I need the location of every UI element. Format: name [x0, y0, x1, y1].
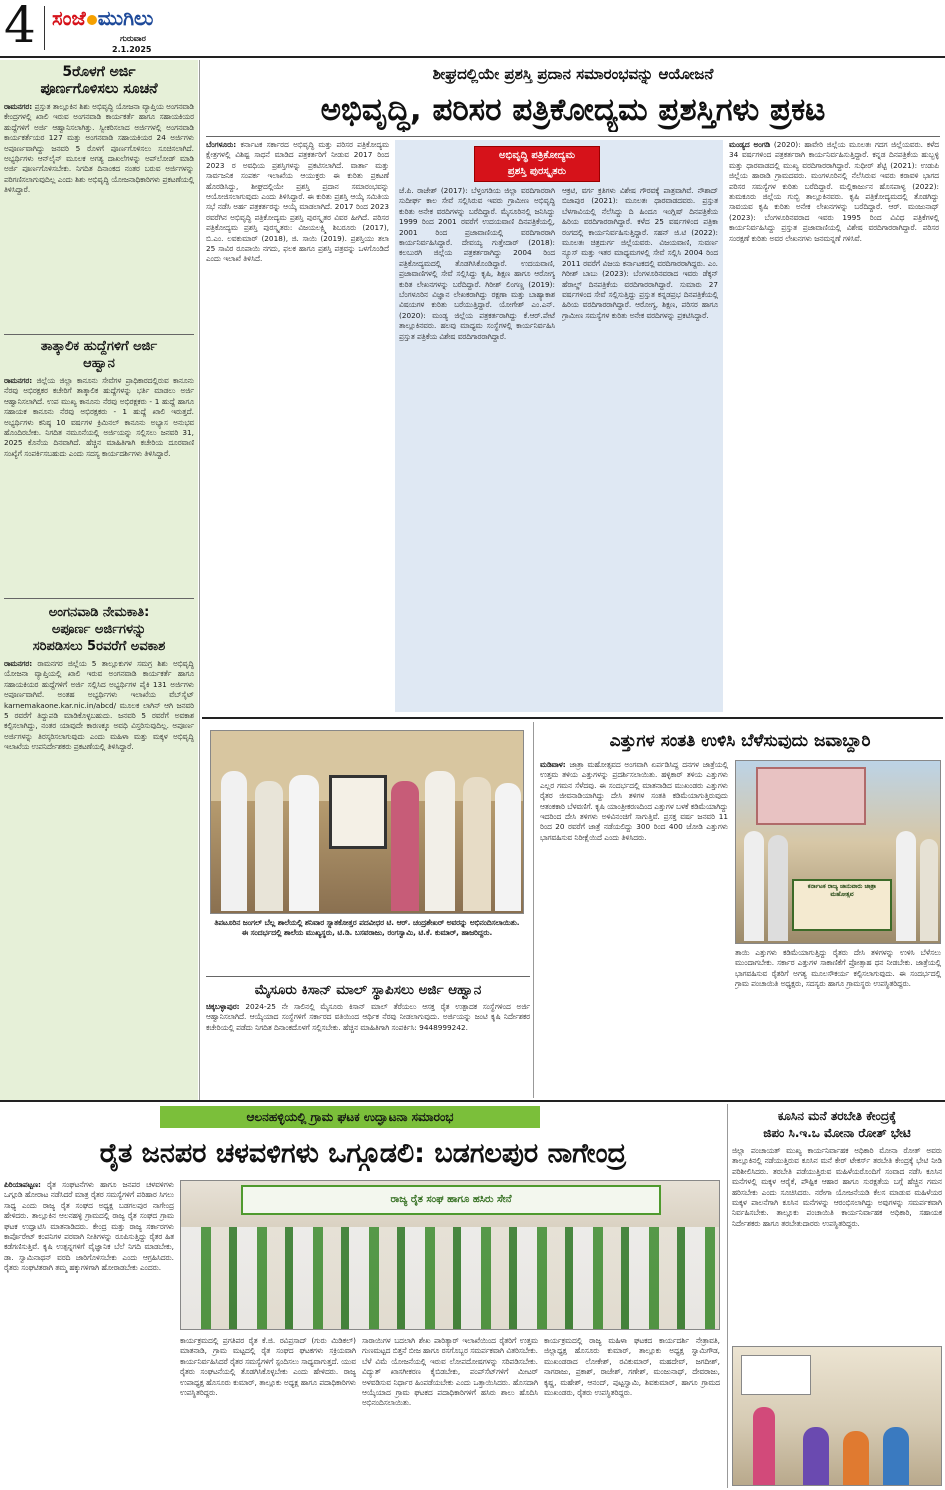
- section-rule: [202, 717, 943, 719]
- article-text: ರಾಮನಗರ ಜಿಲ್ಲೆಯ 5 ತಾಲ್ಲೂಕುಗಳ ಸಮಗ್ರ ಶಿಶು ಅಭಿವೃದ್ಧಿ ಯೋಜನಾ ವ್ಯಾಪ್ತಿಯಲ್ಲಿ ಖಾಲಿ ಇರುವ ಅಂಗನವಾಡಿ ಕಾರ್ಯಕರ್ತೆ ಹಾಗೂ ಸಹಾಯಕಿಯರ ಹುದ್ದೆಗಳಿಗೆ ಅರ್ಜಿ ಸಲ್ಲಿಸಿದ ಅಭ್ಯರ್ಥಿಗಳ ಪೈಕಿ 131 ಅರ್ಜಿಗಳು ಅಪೂರ್ಣವಾಗಿವೆ. ಅಂತಹ ಅಭ್ಯರ್ಥಿಗಳು ಇಲಾಖೆಯ ವೆಬ್‌ಸೈಟ್ karnemakaone.kar.nic.in/abcd/ ಮೂಲಕ ಲಾಗಿನ್ ಆಗಿ ಜನವರಿ 5 ರವರೆಗೆ ತಿದ್ದುಪಡಿ ಮಾಡಿಕೊಳ್ಳಬಹುದು. ಜನವರಿ 5 ರವರೆಗೆ ಅವಕಾಶ ಕಲ್ಪಿಸಲಾಗಿದ್ದು, ನಂತರ ಯಾವುದೇ ಕಾರಣಕ್ಕೂ ಅವಧಿ ವಿಸ್ತರಿಸುವುದಿಲ್ಲ. ಅಪೂರ್ಣ ಅರ್ಜಿಗಳನ್ನು ತಿರಸ್ಕರಿಸಲಾಗುವುದು ಎಂದು ಮಹಿಳಾ ಮತ್ತು ಮಕ್ಕಳ ಅಭಿವೃದ್ಧಿ ಇಲಾಖೆಯ ಉಪನಿರ್ದೇಶಕರು ಪ್ರಕಟಣೆಯಲ್ಲಿ ತಿಳಿಸಿದ್ದಾರೆ.: [4, 659, 194, 752]
- dateline: ಮಡಿವಾಳ:: [540, 760, 566, 769]
- bottom-column-4: [544, 1336, 720, 1486]
- masthead-divider: [44, 6, 45, 50]
- bottom-headline: ರೈತ ಜನಪರ ಚಳವಳಿಗಳು ಒಗ್ಗೂಡಲಿ: ಬಡಗಲಪುರ ನಾಗೇಂದ್ರ: [99, 1138, 627, 1169]
- section-rule: [206, 976, 530, 977]
- person: [920, 839, 938, 941]
- brand-name-red: ಸಂಜೆ: [52, 6, 86, 30]
- bottom-kicker: [160, 1106, 540, 1128]
- award-box-title-line1: ಅಭಿವೃದ್ಧಿ ಪತ್ರಿಕೋದ್ಯಮ: [499, 150, 575, 161]
- sidebar-story-3: [4, 604, 194, 1098]
- masthead: [0, 0, 945, 56]
- stage-banner: [241, 1185, 661, 1215]
- article-text: ಕಾರ್ಯಕ್ರಮದಲ್ಲಿ ರಾಜ್ಯ ಮಹಿಳಾ ಘಟಕದ ಕಾರ್ಯದರ್ಶಿ ನೇತ್ರಾವತಿ, ಜಿಲ್ಲಾಧ್ಯಕ್ಷ ಹೊಸೂರು ಕುಮಾರ್, ತಾಲ್ಲೂಕು ಅಧ್ಯಕ್ಷ ಸ್ವಾಮಿಗೌಡ, ಮುಖಂಡರಾದ ಲೋಕೇಶ್, ರವಿಕುಮಾರ್, ಮಹದೇವ್, ಜಗದೀಶ್, ನಾಗರಾಜು, ಪ್ರಕಾಶ್, ರಾಜೇಶ್, ಗಣೇಶ್, ಮಂಜುನಾಥ್, ದೇವರಾಜು, ಕೃಷ್ಣ, ಮಹೇಶ್, ಆನಂದ್, ಪುಟ್ಟಸ್ವಾಮಿ, ಶಿವಕುಮಾರ್, ಹಾಗೂ ಗ್ರಾಮದ ಮುಖಂಡರು, ರೈತರು ಉಪಸ್ಥಿತರಿದ್ದರು.: [544, 1336, 720, 1398]
- sidebar-divider: [4, 334, 194, 335]
- bottom-column-3: [362, 1336, 538, 1486]
- article-text: ಆಕ್ರಟಿ, ವರ್ಗ ಕ್ರತಿಗಳು ವಿಶೇಷ ಗೌರವಕ್ಕೆ ಪಾತ್ರವಾಗಿವೆ. ನೌಶಾದ್ ಬಿಜಾಪುರ (2021): ಮೂಲತಃ ಧಾರವಾಡದವರು. ಪ್ರಸ್ತುತ ಬೆಳಗಾವಿಯಲ್ಲಿ ನೆಲೆಸಿದ್ದು ದಿ ಹಿಂದೂ ಇಂಗ್ಲಿಷ್ ದಿನಪತ್ರಿಕೆಯ ಹಿರಿಯ ವರದಿಗಾರರಾಗಿದ್ದಾರೆ. ಕಳೆದ 25 ವರ್ಷಗಳಿಂದ ಪತ್ರಿಕಾ ರಂಗದಲ್ಲಿ ಕಾರ್ಯನಿರ್ವಹಿಸುತ್ತಿದ್ದಾರೆ. ಸಹನ್ ಜಿ.ಟಿ (2022): ಮೂಲತಃ ಚಿತ್ರದುರ್ಗ ಜಿಲ್ಲೆಯವರು. ವಿಜಯವಾಣಿ, ಸುವರ್ಣ ನ್ಯೂಸ್ ಮತ್ತು ಇತರ ಮಾಧ್ಯಮಗಳಲ್ಲಿ ಸೇವೆ ಸಲ್ಲಿಸಿ 2004 ರಿಂದ 2011 ರವರೆಗೆ ವಿಜಯ ಕರ್ನಾಟಕದಲ್ಲಿ ವರದಿಗಾರರಾಗಿದ್ದರು. ಎಂ. ಗಿರೀಶ್ ಬಾಬು (2023): ಬೆಂಗಳೂರಿನವರಾದ ಇವರು ಡೆಕ್ಕನ್ ಹೆರಾಲ್ಡ್ ದಿನಪತ್ರಿಕೆಯ ವರದಿಗಾರರಾಗಿದ್ದಾರೆ. ಸುಮಾರು 27 ವರ್ಷಗಳಿಂದ ಸೇವೆ ಸಲ್ಲಿಸುತ್ತಿದ್ದು ಪ್ರಸ್ತುತ ಕನ್ನಡಪ್ರಭ ದಿನಪತ್ರಿಕೆಯಲ್ಲಿ ಹಿರಿಯ ವರದಿಗಾರರಾಗಿದ್ದಾರೆ. ಆರೋಗ್ಯ, ಶಿಕ್ಷಣ, ಪರಿಸರ ಹಾಗೂ ಗ್ರಾಮೀಣ ಸಮಸ್ಯೆಗಳ ಕುರಿತು ಅನೇಕ ವರದಿಗಳನ್ನು ಪ್ರಕಟಿಸಿದ್ದಾರೆ.: [562, 186, 718, 320]
- masthead-date: 2.1.2025: [112, 45, 152, 54]
- fair-banner: [792, 879, 892, 931]
- bottom-column-2: [180, 1336, 356, 1486]
- article-text: 2024-25 ನೇ ಸಾಲಿನಲ್ಲಿ ಮೈಸೂರು ಕಿಸಾನ್ ಮಾಲ್ ತೆರೆಯಲು ಆಸಕ್ತ ರೈತ ಉತ್ಪಾದಕ ಸಂಸ್ಥೆಗಳಿಂದ ಅರ್ಜಿ ಆಹ್ವಾನಿಸಲಾಗಿದೆ. ಆಯ್ಕೆಯಾದ ಸಂಸ್ಥೆಗಳಿಗೆ ಸರ್ಕಾರದ ವತಿಯಿಂದ ಆರ್ಥಿಕ ನೆರವು ನೀಡಲಾಗುವುದು. ಅರ್ಜಿಯನ್ನು ಜಂಟಿ ಕೃಷಿ ನಿರ್ದೇಶಕರ ಕಚೇರಿಯಲ್ಲಿ ಪಡೆದು ನಿಗದಿತ ದಿನಾಂಕದೊಳಗೆ ಸಲ್ಲಿಸಬೇಕು. ಹೆಚ್ಚಿನ ಮಾಹಿತಿಗಾಗಿ ಸಂಪರ್ಕಿಸಿ: 9448999242.: [206, 1002, 530, 1032]
- dateline: ಪಿರಿಯಾಪಟ್ಟಣ:: [4, 1180, 41, 1189]
- sidebar-headline-3c: ಸರಿಪಡಿಸಲು 5ರವರೆಗೆ ಅವಕಾಶ: [32, 639, 166, 654]
- article-text: ಜಿಲ್ಲಾ ಪಂಚಾಯತ್ ಮುಖ್ಯ ಕಾರ್ಯನಿರ್ವಾಹಕ ಅಧಿಕಾರಿ ಮೋನಾ ರೋತ್ ಅವರು ತಾಲ್ಲೂಕಿನಲ್ಲಿ ನಡೆಯುತ್ತಿರುವ ಕೂಸಿನ ಮನೆ ಕೇರ್ ಟೇಕರ್ಸ್ ತರಬೇತಿ ಕೇಂದ್ರಕ್ಕೆ ಭೇಟಿ ನೀಡಿ ಪರಿಶೀಲಿಸಿದರು. ತರಬೇತಿ ಪಡೆಯುತ್ತಿರುವ ಮಹಿಳೆಯರೊಂದಿಗೆ ಸಂವಾದ ನಡೆಸಿ ಕೂಸಿನ ಮನೆಗಳಲ್ಲಿ ಮಕ್ಕಳ ಆರೈಕೆ, ಪೌಷ್ಟಿಕ ಆಹಾರ ಹಾಗೂ ಸುರಕ್ಷತೆಯ ಬಗ್ಗೆ ಹೆಚ್ಚಿನ ಗಮನ ಹರಿಸಬೇಕು ಎಂದು ಸೂಚಿಸಿದರು. ನರೇಗಾ ಯೋಜನೆಯಡಿ ಕೆಲಸ ಮಾಡುವ ಮಹಿಳೆಯರ ಮಕ್ಕಳ ಪಾಲನೆಗಾಗಿ ಕೂಸಿನ ಮನೆಗಳನ್ನು ಆರಂಭಿಸಲಾಗಿದ್ದು ಅವುಗಳನ್ನು ಸಮರ್ಪಕವಾಗಿ ನಿರ್ವಹಿಸಬೇಕು. ತಾಲ್ಲೂಕು ಪಂಚಾಯಿತಿ ಕಾರ್ಯನಿರ್ವಾಹಕ ಅಧಿಕಾರಿ, ಸಹಾಯಕ ನಿರ್ದೇಶಕರು ಹಾಗೂ ತರಬೇತುದಾರರು ಉಪಸ್ಥಿತರಿದ್ದರು.: [732, 1146, 942, 1228]
- article-text: ಕರ್ನಾಟಕ ಸರ್ಕಾರದ ಅಭಿವೃದ್ಧಿ ಮತ್ತು ಪರಿಸರ ಪತ್ರಿಕೋದ್ಯಮ ಕ್ಷೇತ್ರಗಳಲ್ಲಿ ವಿಶಿಷ್ಟ ಸಾಧನೆ ಮಾಡಿದ ಪತ್ರಕರ್ತರಿಗೆ ನೀಡುವ 2017 ರಿಂದ 2023 ರ ಅವಧಿಯ ಪ್ರಶಸ್ತಿಗಳನ್ನು ಪ್ರಕಟಿಸಲಾಗಿದೆ. ವಾರ್ತಾ ಮತ್ತು ಸಾರ್ವಜನಿಕ ಸಂಪರ್ಕ ಇಲಾಖೆಯ ಆಯುಕ್ತರು ಈ ಕುರಿತು ಪ್ರಕಟಣೆ ಹೊರಡಿಸಿದ್ದು, ಶೀಘ್ರದಲ್ಲಿಯೇ ಪ್ರಶಸ್ತಿ ಪ್ರದಾನ ಸಮಾರಂಭವನ್ನು ಆಯೋಜಿಸಲಾಗುವುದು ಎಂದು ತಿಳಿಸಿದ್ದಾರೆ. ಈ ಕುರಿತು ಪ್ರಶಸ್ತಿ ಆಯ್ಕೆ ಸಮಿತಿಯ ಸಭೆ ನಡೆಸಿ ಅರ್ಹ ಪತ್ರಕರ್ತರನ್ನು ಆಯ್ಕೆ ಮಾಡಲಾಗಿದೆ. 2017 ರಿಂದ 2023 ರವರೆಗಿನ ಅಭಿವೃದ್ಧಿ ಪತ್ರಿಕೋದ್ಯಮ ಪ್ರಶಸ್ತಿ ಪುರಸ್ಕೃತರ ವಿವರ ಹೀಗಿದೆ. ಪರಿಸರ ಪತ್ರಿಕೋದ್ಯಮ ಪ್ರಶಸ್ತಿ ಪುರಸ್ಕೃತರು: ವಿಜಯಲಕ್ಷ್ಮಿ ಶಿಬರೂರು (2017), ಬಿ.ಎಂ. ಲವಕುಮಾರ್ (2018), ಜಿ. ಸಾಯಿ (2019). ಪ್ರಶಸ್ತಿಯು ತಲಾ 25 ಸಾವಿರ ರೂಪಾಯಿ ನಗದು, ಫಲಕ ಹಾಗೂ ಪ್ರಶಸ್ತಿ ಪತ್ರವನ್ನು ಒಳಗೊಂಡಿದೆ ಎಂದು ಇಲಾಖೆ ತಿಳಿಸಿದೆ.: [206, 140, 389, 264]
- dateline: ರಾಮನಗರ:: [4, 659, 33, 668]
- sidebar-body-1: [4, 102, 194, 329]
- cattle-headline: ಎತ್ತುಗಳ ಸಂತತಿ ಉಳಿಸಿ ಬೆಳೆಸುವುದು ಜವಾಬ್ದಾರಿ: [609, 731, 871, 751]
- person: [255, 781, 283, 911]
- farmers-group-photo: [180, 1180, 720, 1330]
- article-text: (2020): ಹಾವೇರಿ ಜಿಲ್ಲೆಯ ಮೂಲತಃ ಗದಗ ಜಿಲ್ಲೆಯವರು. ಕಳೆದ 34 ವರ್ಷಗಳಿಂದ ಪತ್ರಕರ್ತರಾಗಿ ಕಾರ್ಯನಿರ್ವಹಿಸುತ್ತಿದ್ದಾರೆ. ಕನ್ನಡ ದಿನಪತ್ರಿಕೆಯ ಹುಬ್ಬಳ್ಳಿ ಮತ್ತು ಧಾರವಾಡದಲ್ಲಿ ಮುಖ್ಯ ವರದಿಗಾರರಾಗಿದ್ದಾರೆ. ಸುಧೀರ್ ಶೆಟ್ಟಿ (2021): ಉಡುಪಿ ಜಿಲ್ಲೆಯ ಹಾರಾಡಿ ಗ್ರಾಮದವರು. ಮಂಗಳೂರಿನಲ್ಲಿ ನೆಲೆಸಿರುವ ಇವರು ಕರಾವಳಿ ಭಾಗದ ಪರಿಸರ ಸಮಸ್ಯೆಗಳ ಕುರಿತು ಬರೆದಿದ್ದಾರೆ. ಮಲ್ಲಿಕಾರ್ಜುನ ಹೊಸಪಾಳ್ಯ (2022): ತುಮಕೂರು ಜಿಲ್ಲೆಯ ಗುಬ್ಬಿ ತಾಲ್ಲೂಕಿನವರು. ಕೃಷಿ ಪತ್ರಿಕೋದ್ಯಮದಲ್ಲಿ ತೊಡಗಿದ್ದು ಸಾವಯವ ಕೃಷಿ ಕುರಿತು ಅನೇಕ ಲೇಖನಗಳನ್ನು ಬರೆದಿದ್ದಾರೆ. ಆರ್. ಮಂಜುನಾಥ್ (2023): ಬೆಂಗಳೂರಿನವರಾದ ಇವರು 1995 ರಿಂದ ವಿವಿಧ ಪತ್ರಿಕೆಗಳಲ್ಲಿ ಕಾರ್ಯನಿರ್ವಹಿಸಿದ್ದು ಪ್ರಸ್ತುತ ಪ್ರಜಾವಾಣಿಯಲ್ಲಿ ವಿಶೇಷ ವರದಿಗಾರರಾಗಿದ್ದಾರೆ. ಪರಿಸರ ಸಂರಕ್ಷಣೆ ಕುರಿತು ಅವರ ಲೇಖನಗಳು ಜನಮನ್ನಣೆ ಗಳಿಸಿವೆ.: [729, 140, 939, 243]
- kisan-body: [206, 1002, 530, 1096]
- dateline: ರಾಮನಗರ:: [4, 376, 33, 385]
- felicitation-caption: [206, 918, 528, 972]
- lead-column-4: [729, 140, 939, 712]
- sidebar-body-3: [4, 659, 194, 1097]
- masthead-rule: [0, 56, 945, 58]
- dateline: ಚಿಕ್ಕಬಳ್ಳಾಪುರ:: [206, 1002, 240, 1011]
- person: [425, 771, 455, 911]
- temple-structure: [756, 767, 866, 825]
- article-text: ಪ್ರಸ್ತುತ ತಾಲ್ಲೂಕಿನ ಶಿಶು ಅಭಿವೃದ್ಧಿ ಯೋಜನಾ ವ್ಯಾಪ್ತಿಯ ಅಂಗನವಾಡಿ ಕೇಂದ್ರಗಳಲ್ಲಿ ಖಾಲಿ ಇರುವ ಅಂಗನವಾಡಿ ಕಾರ್ಯಕರ್ತೆ ಹಾಗೂ ಸಹಾಯಕಿಯರ ಹುದ್ದೆಗಳಿಗೆ ಅರ್ಜಿ ಆಹ್ವಾನಿಸಲಾಗಿತ್ತು. ಸ್ವೀಕರಿಸಲಾದ ಅರ್ಜಿಗಳಲ್ಲಿ ಅಂಗನವಾಡಿ ಕಾರ್ಯಕರ್ತೆಯರ 127 ಮತ್ತು ಅಂಗನವಾಡಿ ಸಹಾಯಕಿಯರ 24 ಅರ್ಜಿಗಳು ಅಪೂರ್ಣವಾಗಿದ್ದು ಜನವರಿ 5 ರೊಳಗೆ ಪೂರ್ಣಗೊಳಿಸಲು ಸೂಚಿಸಲಾಗಿದೆ. ಅಭ್ಯರ್ಥಿಗಳು ಆನ್‌ಲೈನ್ ಮೂಲಕ ಅಗತ್ಯ ದಾಖಲೆಗಳನ್ನು ಅಪ್‌ಲೋಡ್ ಮಾಡಿ ಅರ್ಜಿ ಪೂರ್ಣಗೊಳಿಸಬೇಕು. ನಿಗದಿತ ದಿನಾಂಕದ ನಂತರ ಬರುವ ಅರ್ಜಿಗಳನ್ನು ಪರಿಗಣಿಸಲಾಗುವುದಿಲ್ಲ ಎಂದು ಶಿಶು ಅಭಿವೃದ್ಧಿ ಯೋಜನಾಧಿಕಾರಿಗಳು ಪ್ರಕಟಣೆಯಲ್ಲಿ ತಿಳಿಸಿದ್ದಾರೆ.: [4, 102, 194, 195]
- caption-line: ತಿಪಟೂರಿನ ಜಂಗಲ್ ಬೆಲ್ಲ ಶಾಲೆಯಲ್ಲಿ ಶನಿವಾರ ಸ್ನಾತಕೋತ್ತರ ಪದವೀಧರ ಟಿ. ಆರ್. ಚಂದ್ರಶೇಖರ್ ಅವರನ್ನು ಅಭಿನಂದಿಸಲಾಯಿತು.: [214, 918, 520, 927]
- award-box-title: [474, 146, 600, 182]
- caption-line: ಈ ಸಂದರ್ಭದಲ್ಲಿ ಶಾಲೆಯ ಮುಖ್ಯಸ್ಥರು, ಟಿ.ಡಿ. ಬಸವರಾಜು, ರಂಗಸ್ವಾಮಿ, ಟಿ.ಕೆ. ಕುಮಾರ್, ಹಾಜರಿದ್ದರು.: [241, 928, 493, 937]
- person: [391, 781, 419, 911]
- sidebar-headline-3a: ಅಂಗನವಾಡಿ ನೇಮಕಾತಿ:: [48, 605, 150, 620]
- sidebar-story-1: [4, 64, 194, 329]
- person: [843, 1431, 869, 1486]
- article-text: ಕಾರ್ಯಕ್ರಮದಲ್ಲಿ ಪ್ರಗತಿಪರ ರೈತ ಕೆ.ಜಿ. ರವಿಪ್ರಸಾದ್ (ಗುರು ಮಿಡಿಕಲ್) ಮಾತನಾಡಿ, ಗ್ರಾಮ ಮಟ್ಟದಲ್ಲಿ ರೈತ ಸಂಘದ ಘಟಕಗಳು ಸಕ್ರಿಯವಾಗಿ ಕಾರ್ಯನಿರ್ವಹಿಸಿದರೆ ರೈತರ ಸಮಸ್ಯೆಗಳಿಗೆ ಸ್ಪಂದಿಸಲು ಸಾಧ್ಯವಾಗುತ್ತದೆ. ಯುವ ರೈತರು ಸಂಘಟನೆಯಲ್ಲಿ ತೊಡಗಿಸಿಕೊಳ್ಳಬೇಕು ಎಂದು ಹೇಳಿದರು. ರಾಜ್ಯ ಉಪಾಧ್ಯಕ್ಷ ಹೊಸೂರು ಕುಮಾರ್, ತಾಲ್ಲೂಕು ಅಧ್ಯಕ್ಷ ಹಾಗೂ ಪದಾಧಿಕಾರಿಗಳು ಉಪಸ್ಥಿತರಿದ್ದರು.: [180, 1336, 356, 1398]
- person: [883, 1427, 909, 1486]
- fair-banner-text: ಕರ್ನಾಟಕ ರಾಜ್ಯ ಜಾನುವಾರು ಜಾತ್ರಾ ಮಹೋತ್ಸವ: [807, 883, 877, 898]
- lead-column-3: [562, 186, 718, 708]
- crowd: [181, 1227, 720, 1330]
- training-centre-photo: [732, 1346, 942, 1486]
- person: [803, 1427, 829, 1486]
- column-rule: [727, 1104, 728, 1488]
- person: [289, 775, 319, 911]
- person: [463, 777, 491, 911]
- column-rule: [199, 60, 200, 1100]
- sidebar-headline-3b: ಅಪೂರ್ಣ ಅರ್ಜಿಗಳನ್ನು: [51, 622, 147, 637]
- stage-banner-text: ರಾಜ್ಯ ರೈತ ಸಂಘ ಹಾಗೂ ಹಸಿರು ಸೇನೆ: [390, 1194, 512, 1205]
- sidebar-headline-2b: ಆಹ್ವಾನ: [83, 356, 115, 371]
- cattle-fair-photo: [735, 760, 941, 944]
- masthead-weekday: ಗುರುವಾರ: [120, 34, 146, 43]
- person: [221, 771, 247, 911]
- cattle-body-left: [540, 760, 728, 1096]
- dateline: ಮಂಡ್ಯದ ಅಂಗಡಿ: [729, 140, 771, 149]
- lead-kicker: ಶೀಘ್ರದಲ್ಲಿಯೇ ಪ್ರಶಸ್ತಿ ಪ್ರದಾನ ಸಮಾರಂಭವನ್ನು ಆಯೋಜನೆ: [432, 65, 714, 83]
- person: [744, 831, 764, 941]
- koosina-headline-1: ಕೂಸಿನ ಮನೆ ತರಬೇತಿ ಕೇಂದ್ರಕ್ಕೆ: [777, 1109, 897, 1123]
- portrait-frame: [329, 775, 387, 849]
- sidebar-headline-1a: 5ರೊಳಗೆ ಅರ್ಜಿ: [62, 64, 136, 80]
- sidebar-headline-2a: ತಾತ್ಕಾಲಿಕ ಹುದ್ದೆಗಳಿಗೆ ಅರ್ಜಿ: [40, 339, 158, 354]
- brand-logo: [52, 4, 212, 32]
- felicitation-photo: [210, 730, 524, 914]
- bottom-column-1: [4, 1180, 174, 1486]
- article-text: ಸಾರಾಯಿಗಳ ಬದಲಾಗಿ ಶೇಖ ಪಾರಿತ್ಯಾರ್ ಇಲಾಖೆಯಿಂದ ರೈತರಿಗೆ ಉತ್ತಮ ಗುಣಮಟ್ಟದ ಬಿತ್ತನೆ ಬೀಜ ಹಾಗೂ ರಸಗೊಬ್ಬರ ಸಮರ್ಪಕವಾಗಿ ವಿತರಿಸಬೇಕು. ಬೆಳೆ ವಿಮೆ ಯೋಜನೆಯಲ್ಲಿ ಇರುವ ಲೋಪದೋಷಗಳನ್ನು ಸರಿಪಡಿಸಬೇಕು. ವಿದ್ಯುತ್ ಖಾಸಗೀಕರಣ ಕೈಬಿಡಬೇಕು, ಪಂಪ್‌ಸೆಟ್‌ಗಳಿಗೆ ಮೀಟರ್ ಅಳವಡಿಸುವ ನಿರ್ಧಾರ ಹಿಂಪಡೆಯಬೇಕು ಎಂದು ಒತ್ತಾಯಿಸಿದರು. ಹೊಸದಾಗಿ ಆಯ್ಕೆಯಾದ ಗ್ರಾಮ ಘಟಕದ ಪದಾಧಿಕಾರಿಗಳಿಗೆ ಹಸಿರು ಶಾಲು ಹೊದಿಸಿ ಅಭಿನಂದಿಸಲಾಯಿತು.: [362, 1336, 538, 1408]
- dateline: ಬೆಂಗಳೂರು:: [206, 140, 237, 149]
- wall-chart: [741, 1355, 811, 1395]
- sidebar-body-2: [4, 376, 194, 593]
- sidebar-headline-1b: ಪೂರ್ಣಗೊಳಿಸಲು ಸೂಚನೆ: [40, 81, 158, 97]
- person: [768, 835, 788, 941]
- sidebar-divider: [4, 598, 194, 599]
- koosina-headline-2: ಜಿಪಂ ಸಿ.ಇ.ಒ ಮೋನಾ ರೋತ್ ಭೇಟಿ: [763, 1126, 911, 1140]
- cattle-body-right: [735, 948, 941, 1096]
- sidebar-story-2: [4, 338, 194, 593]
- lead-column-2: [399, 186, 555, 708]
- lead-column-1: [206, 140, 389, 712]
- brand-name-blue: ಮುಗಿಲು: [97, 6, 154, 30]
- section-rule: [0, 1100, 945, 1102]
- bottom-kicker-text: ಆಲನಹಳ್ಳಿಯಲ್ಲಿ ಗ್ರಾಮ ಘಟಕ ಉದ್ಘಾಟನಾ ಸಮಾರಂಭ: [246, 1110, 454, 1124]
- person: [896, 831, 916, 941]
- koosina-body: [732, 1146, 942, 1342]
- person: [753, 1407, 775, 1486]
- lead-headline-rule: [206, 136, 940, 137]
- person: [495, 783, 521, 911]
- article-text: ಜಾತ್ರಾ ಮಹೋತ್ಸವದ ಅಂಗವಾಗಿ ಏರ್ಪಡಿಸಿದ್ದ ದನಗಳ ಜಾತ್ರೆಯಲ್ಲಿ ಉತ್ತಮ ತಳಿಯ ಎತ್ತುಗಳನ್ನು ಪ್ರದರ್ಶಿಸಲಾಯಿತು. ಹಳ್ಳಿಕಾರ್ ತಳಿಯ ಎತ್ತುಗಳು ಎಲ್ಲರ ಗಮನ ಸೆಳೆದವು. ಈ ಸಂದರ್ಭದಲ್ಲಿ ಮಾತನಾಡಿದ ಮುಖಂಡರು ಎತ್ತುಗಳು ರೈತರ ಜೀವನಾಡಿಯಾಗಿದ್ದು ದೇಸಿ ತಳಿಗಳ ಸಂತತಿ ಕಡಿಮೆಯಾಗುತ್ತಿರುವುದು ಆತಂಕಕಾರಿ ಬೆಳವಣಿಗೆ. ಕೃಷಿ ಯಾಂತ್ರೀಕರಣದಿಂದ ಎತ್ತುಗಳ ಬಳಕೆ ಕಡಿಮೆಯಾಗಿದ್ದು ಇದರಿಂದ ದೇಸಿ ತಳಿಗಳು ಅಳಿವಿನಂಚಿಗೆ ಸಾಗುತ್ತಿವೆ. ಪ್ರಸಕ್ತ ವರ್ಷ ಜನವರಿ 11 ರಿಂದ 20 ರವರೆಗೆ ಜಾತ್ರೆ ನಡೆಯಲಿದ್ದು 300 ರಿಂದ 400 ಜೋಡಿ ಎತ್ತುಗಳು ಭಾಗವಹಿಸುವ ನಿರೀಕ್ಷೆಯಿದೆ ಎಂದು ತಿಳಿಸಿದರು.: [540, 760, 728, 842]
- award-box-title-line2: ಪ್ರಶಸ್ತಿ ಪುರಸ್ಕೃತರು: [507, 166, 567, 177]
- article-text: ತಾಯಿ ಎತ್ತುಗಳು ಕಡಿಮೆಯಾಗುತ್ತಿದ್ದು ರೈತರು ದೇಸಿ ತಳಿಗಳನ್ನು ಉಳಿಸಿ ಬೆಳೆಸಲು ಮುಂದಾಗಬೇಕು. ಸರ್ಕಾರ ಎತ್ತುಗಳ ಸಾಕಾಣಿಕೆಗೆ ಪ್ರೋತ್ಸಾಹ ಧನ ನೀಡಬೇಕು. ಜಾತ್ರೆಯಲ್ಲಿ ಭಾಗವಹಿಸುವ ರೈತರಿಗೆ ಅಗತ್ಯ ಮೂಲಸೌಕರ್ಯ ಕಲ್ಪಿಸಲಾಗುವುದು. ಈ ಸಂದರ್ಭದಲ್ಲಿ ಗ್ರಾಮ ಪಂಚಾಯಿತಿ ಅಧ್ಯಕ್ಷರು, ಸದಸ್ಯರು ಹಾಗೂ ಗ್ರಾಮಸ್ಥರು ಉಪಸ್ಥಿತರಿದ್ದರು.: [735, 948, 941, 989]
- column-rule: [533, 722, 534, 1098]
- sun-icon: [87, 15, 97, 25]
- dateline: ರಾಮನಗರ:: [4, 102, 33, 111]
- article-text: ಜೆ.ಪಿ. ರಾಜೇಶ್ (2017): ಬೆಳ್ತಂಗಡಿಯ ಜಿಲ್ಲಾ ವರದಿಗಾರರಾಗಿ ಸುದೀರ್ಘ ಕಾಲ ಸೇವೆ ಸಲ್ಲಿಸಿರುವ ಇವರು ಗ್ರಾಮೀಣ ಅಭಿವೃದ್ಧಿ ಕುರಿತು ಅನೇಕ ವರದಿಗಳನ್ನು ಬರೆದಿದ್ದಾರೆ. ಮೈಸೂರಿನಲ್ಲಿ ಜನಿಸಿದ್ದು 1999 ರಿಂದ 2001 ರವರೆಗೆ ಉದಯವಾಣಿ ದಿನಪತ್ರಿಕೆಯಲ್ಲಿ, 2001 ರಿಂದ ಪ್ರಜಾವಾಣಿಯಲ್ಲಿ ವರದಿಗಾರರಾಗಿ ಕಾರ್ಯನಿರ್ವಹಿಸಿದ್ದಾರೆ. ದೇವಯ್ಯ ಗುತ್ತೇದಾರ್ (2018): ಕಲಬುರಗಿ ಜಿಲ್ಲೆಯ ಪತ್ರಕರ್ತರಾಗಿದ್ದು 2004 ರಿಂದ ಪತ್ರಿಕೋದ್ಯಮದಲ್ಲಿ ತೊಡಗಿಸಿಕೊಂಡಿದ್ದಾರೆ. ಉದಯವಾಣಿ, ಪ್ರಜಾವಾಣಿಗಳಲ್ಲಿ ಸೇವೆ ಸಲ್ಲಿಸಿದ್ದು ಕೃಷಿ, ಶಿಕ್ಷಣ ಹಾಗೂ ಆರೋಗ್ಯ ಕುರಿತ ಲೇಖನಗಳನ್ನು ಬರೆದಿದ್ದಾರೆ. ಗಿರೀಶ್ ಲಿಂಗಣ್ಣ (2019): ಬೆಂಗಳೂರಿನ ವಿಜ್ಞಾನ ಲೇಖಕರಾಗಿದ್ದು ರಕ್ಷಣಾ ಮತ್ತು ಬಾಹ್ಯಾಕಾಶ ವಿಷಯಗಳ ಕುರಿತು ಬರೆಯುತ್ತಿದ್ದಾರೆ. ಯೋಗೇಶ್ ಎಂ.ಎನ್. (2020): ಮಂಡ್ಯ ಜಿಲ್ಲೆಯ ಪತ್ರಕರ್ತರಾಗಿದ್ದು ಕೆ.ಆರ್.ಪೇಟೆ ತಾಲ್ಲೂಕಿನವರು. ಹಲವು ಮಾಧ್ಯಮ ಸಂಸ್ಥೆಗಳಲ್ಲಿ ಕಾರ್ಯನಿರ್ವಹಿಸಿ ಪ್ರಸ್ತುತ ಪತ್ರಿಕೆಯ ವಿಶೇಷ ವರದಿಗಾರರಾಗಿದ್ದಾರೆ.: [399, 186, 555, 341]
- lead-headline: ಅಭಿವೃದ್ಧಿ, ಪರಿಸರ ಪತ್ರಿಕೋದ್ಯಮ ಪ್ರಶಸ್ತಿಗಳು ಪ್ರಕಟ: [320, 92, 826, 128]
- kisan-headline: ಮೈಸೂರು ಕಿಸಾನ್ ಮಾಲ್ ಸ್ಥಾಪಿಸಲು ಅರ್ಜಿ ಆಹ್ವಾನ: [254, 982, 482, 998]
- article-text: ಜಿಲ್ಲೆಯ ಜಿಲ್ಲಾ ಕಾನೂನು ಸೇವೆಗಳ ಪ್ರಾಧಿಕಾರದಲ್ಲಿರುವ ಕಾನೂನು ನೆರವು ಅಭಿರಕ್ಷಕರ ಕಚೇರಿಗೆ ತಾತ್ಕಾಲಿಕ ಹುದ್ದೆಗಳನ್ನು ಭರ್ತಿ ಮಾಡಲು ಅರ್ಜಿ ಆಹ್ವಾನಿಸಲಾಗಿದೆ. ಉಪ ಮುಖ್ಯ ಕಾನೂನು ನೆರವು ಅಭಿರಕ್ಷಕರು - 1 ಹುದ್ದೆ ಹಾಗೂ ಸಹಾಯಕ ಕಾನೂನು ನೆರವು ಅಭಿರಕ್ಷಕರು - 1 ಹುದ್ದೆ ಖಾಲಿ ಇರುತ್ತದೆ. ಅಭ್ಯರ್ಥಿಗಳು ಕನಿಷ್ಠ 10 ವರ್ಷಗಳ ಕ್ರಿಮಿನಲ್ ಕಾನೂನು ಅಭ್ಯಾಸ ಅನುಭವ ಹೊಂದಿರಬೇಕು. ನಿಗದಿತ ನಮೂನೆಯಲ್ಲಿ ಅರ್ಜಿಯನ್ನು ಸಲ್ಲಿಸಲು ಜನವರಿ 31, 2025 ಕೊನೆಯ ದಿನವಾಗಿದೆ. ಹೆಚ್ಚಿನ ಮಾಹಿತಿಗಾಗಿ ಕಚೇರಿಯ ದೂರವಾಣಿ ಸಂಖ್ಯೆಗೆ ಸಂಪರ್ಕಿಸಬಹುದು ಎಂದು ಸದಸ್ಯ ಕಾರ್ಯದರ್ಶಿಗಳು ತಿಳಿಸಿದ್ದಾರೆ.: [4, 376, 194, 458]
- article-text: ರೈತ ಸಂಘಟನೆಗಳು ಹಾಗೂ ಜನಪರ ಚಳವಳಿಗಳು ಒಗ್ಗೂಡಿ ಹೋರಾಟ ನಡೆಸಿದರೆ ಮಾತ್ರ ರೈತರ ಸಮಸ್ಯೆಗಳಿಗೆ ಪರಿಹಾರ ಸಿಗಲು ಸಾಧ್ಯ ಎಂದು ರಾಜ್ಯ ರೈತ ಸಂಘದ ಅಧ್ಯಕ್ಷ ಬಡಗಲಪುರ ನಾಗೇಂದ್ರ ಹೇಳಿದರು. ತಾಲ್ಲೂಕಿನ ಆಲನಹಳ್ಳಿ ಗ್ರಾಮದಲ್ಲಿ ರಾಜ್ಯ ರೈತ ಸಂಘದ ಗ್ರಾಮ ಘಟಕ ಉದ್ಘಾಟಿಸಿ ಮಾತನಾಡಿದರು. ಕೇಂದ್ರ ಮತ್ತು ರಾಜ್ಯ ಸರ್ಕಾರಗಳು ಕಾರ್ಪೊರೇಟ್ ಕಂಪನಿಗಳ ಪರವಾಗಿ ನೀತಿಗಳನ್ನು ರೂಪಿಸುತ್ತಿದ್ದು ರೈತರ ಹಿತ ಕಡೆಗಣಿಸುತ್ತಿವೆ. ಕೃಷಿ ಉತ್ಪನ್ನಗಳಿಗೆ ವೈಜ್ಞಾನಿಕ ಬೆಲೆ ನಿಗದಿ ಮಾಡಬೇಕು, ಡಾ. ಸ್ವಾಮಿನಾಥನ್ ವರದಿ ಜಾರಿಗೊಳಿಸಬೇಕು ಎಂದು ಆಗ್ರಹಿಸಿದರು. ರೈತರು ಸಂಘಟಿತರಾಗಿ ತಮ್ಮ ಹಕ್ಕುಗಳಿಗಾಗಿ ಹೋರಾಡಬೇಕು ಎಂದರು.: [4, 1180, 174, 1273]
- page-number: 4: [4, 0, 36, 54]
